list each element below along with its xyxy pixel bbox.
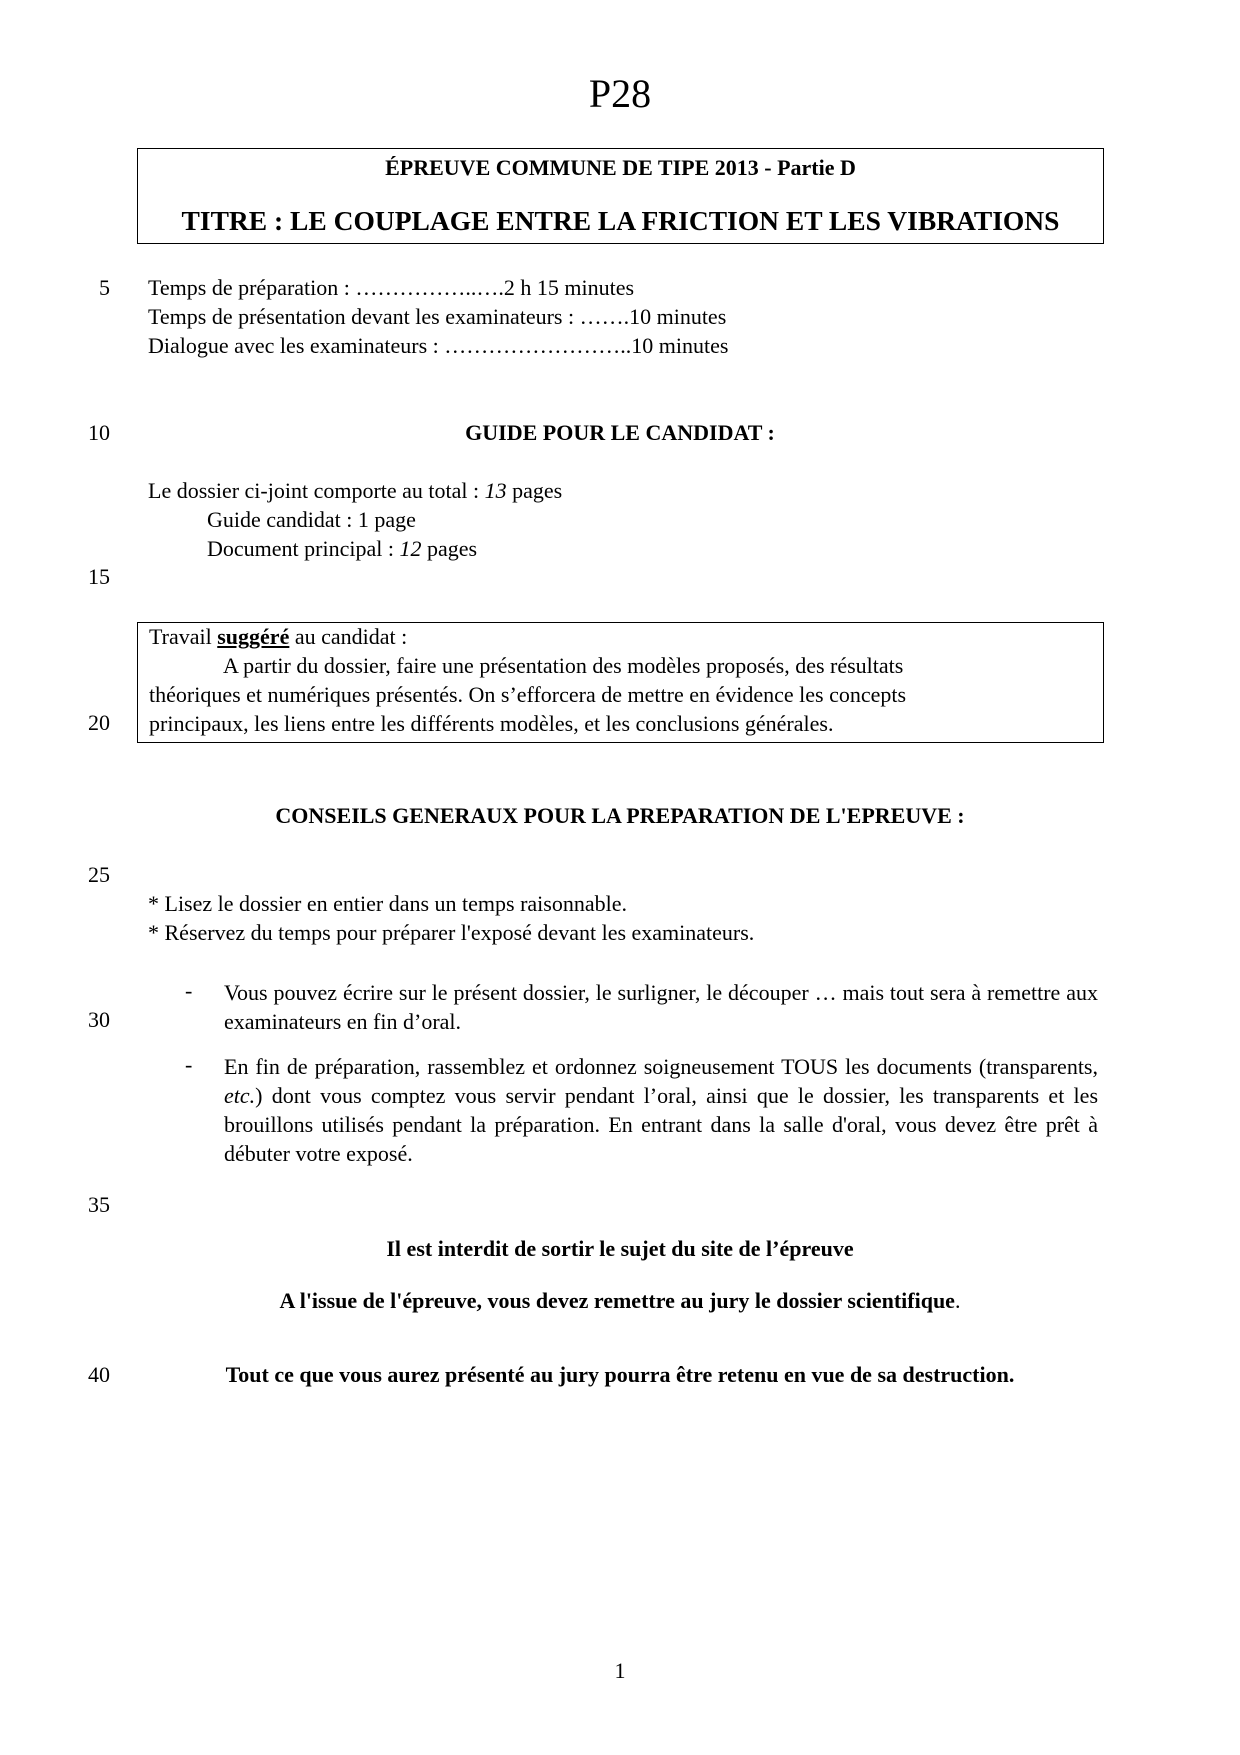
advice-star-2: * Réservez du temps pour préparer l'exposé devant les examinateurs. [148,920,755,945]
timing-presentation: Temps de présentation devant les examinateurs : …….10 minutes [148,304,727,329]
advice-item-2-part-a: En fin de préparation, rassemblez et ordonnez soigneusement TOUS les documents (transparents, [224,1054,1098,1079]
timing-preparation: Temps de préparation : ……………..….2 h 15 minutes [148,275,635,300]
line-number: 35 [88,1192,110,1217]
line-number: 20 [88,710,110,735]
travail-suggere-box [137,622,1104,743]
notice-issue-period: . [954,1288,961,1313]
travail-line-1: A partir du dossier, faire une présentation des modèles proposés, des résultats [223,653,904,678]
page-number: 1 [614,1658,626,1683]
dossier-total-unit: pages [506,478,563,503]
travail-line-3: principaux, les liens entre les différents modèles, et les conclusions générales. [149,711,834,736]
advice-item-2-part-b: ) dont vous comptez vous servir pendant l’oral, ainsi que le dossier, les transparents et les brouillons utilisés pendant la préparation. En entrant dans la salle d'oral, vous devez être prêt à débuter votre exposé. [224,1083,1098,1166]
dossier-total-count: 13 [484,478,507,503]
title-box [137,148,1104,244]
advice-item-2-etc: etc. [224,1083,256,1108]
guide-heading: GUIDE POUR LE CANDIDAT : [465,420,775,445]
advice-item-1: Vous pouvez écrire sur le présent dossier, le surligner, le découper … mais tout sera à remettre aux examinateurs en fin d’oral. [224,980,1098,1034]
notice-issue [0,1288,1240,1314]
document-principal-label: Document principal : [207,536,400,561]
line-number: 5 [99,275,110,300]
travail-suffix: au candidat : [289,624,408,649]
notice-interdit: Il est interdit de sortir le sujet du site de l’épreuve [386,1236,854,1261]
conseils-heading: CONSEILS GENERAUX POUR LA PREPARATION DE L'EPREUVE : [275,803,965,828]
notice-issue-text: A l'issue de l'épreuve, vous devez remettre au jury le dossier scientifique [279,1288,955,1313]
document-principal-unit: pages [421,536,478,561]
advice-dash-1: - [185,978,193,1003]
travail-line-2: théoriques et numériques présentés. On s’efforcera de mettre en évidence les concepts [149,682,907,707]
document-principal [207,536,477,562]
exam-heading: ÉPREUVE COMMUNE DE TIPE 2013 - Partie D [385,155,856,180]
document-title: TITRE : LE COUPLAGE ENTRE LA FRICTION ET LES VIBRATIONS [181,205,1060,236]
guide-candidat-line: Guide candidat : 1 page [207,507,416,532]
line-number: 30 [88,1007,110,1032]
document-code: P28 [588,71,652,116]
advice-item-2 [224,1052,1098,1168]
advice-star-1: * Lisez le dossier en entier dans un temps raisonnable. [148,891,627,916]
line-number: 40 [88,1362,110,1387]
line-number: 25 [88,862,110,887]
timing-dialogue: Dialogue avec les examinateurs : ……………………..10 minutes [148,333,729,358]
travail-prefix: Travail [149,624,218,649]
line-number: 15 [88,564,110,589]
travail-heading [149,624,407,650]
dossier-total-label: Le dossier ci-joint comporte au total : [148,478,485,503]
advice-dash-2: - [185,1052,193,1077]
travail-emphasis: suggéré [217,624,290,649]
line-number: 10 [88,420,110,445]
notice-destruction: Tout ce que vous aurez présenté au jury pourra être retenu en vue de sa destruction. [225,1362,1015,1387]
document-principal-count: 12 [399,536,422,561]
dossier-total [148,478,562,504]
